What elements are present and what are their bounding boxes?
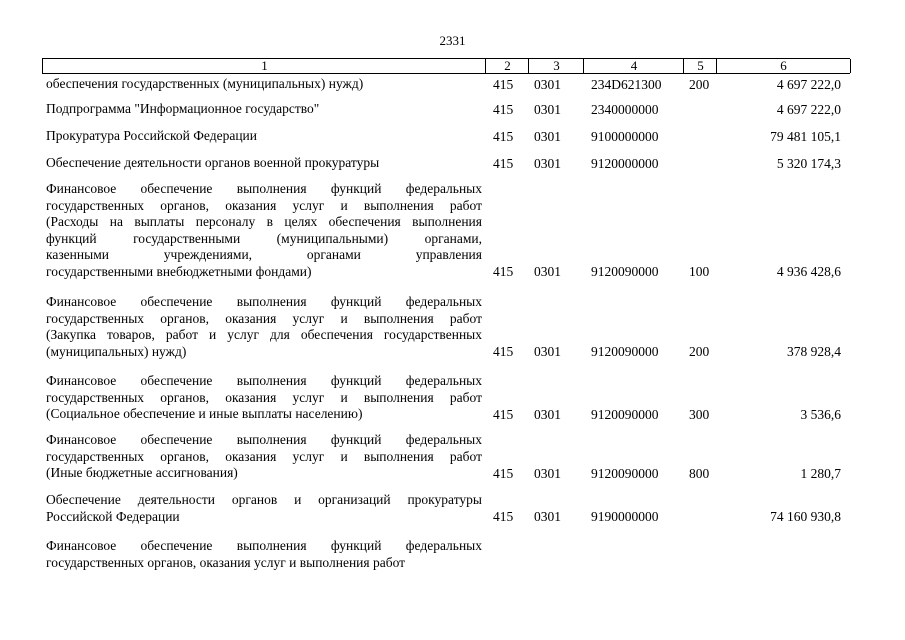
amount: 378 928,4	[787, 344, 841, 359]
section-code: 0301	[534, 344, 561, 359]
target-article-code: 9190000000	[591, 509, 659, 524]
header-col-1: 1	[42, 59, 486, 73]
table-row	[0, 181, 905, 280]
target-article-code: 2340000000	[591, 101, 659, 117]
row-description	[46, 101, 482, 118]
description-line: Подпрограмма "Информационное государство"	[46, 101, 320, 116]
expense-type-code: 100	[689, 264, 710, 279]
row-description	[46, 155, 482, 172]
description-line: Обеспечение деятельности органов военной прокуратуры	[46, 155, 380, 170]
description-line: Финансовое обеспечение выполнения функций федеральных	[46, 373, 482, 388]
row-description	[46, 128, 482, 145]
row-description	[46, 432, 482, 482]
ministry-code: 415	[493, 155, 514, 171]
description-line: государственных органов, оказания услуг и выполнения работ	[46, 554, 406, 570]
target-article-code: 9100000000	[591, 128, 659, 144]
description-line: функций государственными (муниципальными) органами,	[46, 230, 482, 246]
section-code: 0301	[534, 509, 561, 524]
ministry-code: 415	[493, 264, 514, 279]
description-line: Финансовое обеспечение выполнения функций федеральных	[46, 181, 482, 196]
description-line: государственных органов, оказания услуг и выполнения работ	[46, 310, 482, 326]
ministry-code: 415	[493, 128, 514, 144]
ministry-code: 415	[493, 344, 514, 359]
row-description	[46, 76, 482, 93]
ministry-code: 415	[493, 465, 514, 481]
section-code: 0301	[534, 76, 561, 92]
target-article-code: 9120090000	[591, 465, 659, 481]
amount: 4 697 222,0	[776, 101, 841, 117]
expense-type-code: 200	[689, 76, 710, 92]
description-line: государственных органов, оказания услуг и выполнения работ	[46, 448, 482, 464]
table-row	[0, 492, 905, 525]
description-line: (муниципальных) нужд)	[46, 343, 187, 359]
description-line: Финансовое обеспечение выполнения функций федеральных	[46, 432, 482, 447]
section-code: 0301	[534, 128, 561, 144]
description-line: государственных органов, оказания услуг и выполнения работ	[46, 197, 482, 213]
header-col-5: 5	[683, 59, 717, 73]
expense-type-code: 800	[689, 465, 710, 481]
table-row	[0, 155, 905, 172]
amount: 1 280,7	[800, 465, 841, 481]
ministry-code: 415	[493, 406, 514, 422]
section-code: 0301	[534, 101, 561, 117]
table-row	[0, 432, 905, 482]
amount: 5 320 174,3	[776, 155, 841, 171]
description-line: государственными внебюджетными фондами)	[46, 263, 312, 279]
description-line: обеспечения государственных (муниципальных) нужд)	[46, 76, 364, 91]
amount: 79 481 105,1	[770, 128, 841, 144]
target-article-code: 9120090000	[591, 344, 659, 359]
header-col-6: 6	[716, 59, 851, 73]
description-line: Финансовое обеспечение выполнения функций федеральных	[46, 538, 482, 553]
description-line: (Закупка товаров, работ и услуг для обеспечения государственных	[46, 327, 482, 342]
amount: 4 936 428,6	[776, 264, 841, 279]
table-row	[0, 128, 905, 145]
table-header	[42, 58, 850, 74]
table-row	[0, 373, 905, 423]
ministry-code: 415	[493, 509, 514, 524]
header-col-2: 2	[485, 59, 529, 73]
section-code: 0301	[534, 264, 561, 279]
table-row	[0, 101, 905, 118]
amount: 3 536,6	[800, 406, 841, 422]
row-description	[46, 294, 482, 360]
amount: 4 697 222,0	[776, 76, 841, 92]
page-number: 2331	[439, 33, 466, 48]
row-description	[46, 181, 482, 280]
description-line: казенными учреждениями, органами управления	[46, 247, 482, 262]
header-col-3: 3	[528, 59, 584, 73]
target-article-code: 234D621300	[591, 76, 662, 92]
description-line: Финансовое обеспечение выполнения функций федеральных	[46, 294, 482, 309]
target-article-code: 9120090000	[591, 406, 659, 422]
description-line: (Социальное обеспечение и иные выплаты населению)	[46, 406, 363, 421]
expense-type-code: 200	[689, 344, 710, 359]
amount: 74 160 930,8	[770, 509, 841, 524]
section-code: 0301	[534, 155, 561, 171]
description-line: Прокуратура Российской Федерации	[46, 128, 258, 143]
expense-type-code: 300	[689, 406, 710, 422]
description-line: Российской Федерации	[46, 508, 180, 524]
table-row	[0, 294, 905, 360]
row-description	[46, 373, 482, 423]
description-line: государственных органов, оказания услуг и выполнения работ	[46, 389, 482, 405]
target-article-code: 9120000000	[591, 155, 659, 171]
table-row	[0, 76, 905, 93]
description-line: Обеспечение деятельности органов и организаций прокуратуры	[46, 492, 482, 507]
ministry-code: 415	[493, 76, 514, 92]
section-code: 0301	[534, 406, 561, 422]
table-row	[0, 538, 905, 571]
section-code: 0301	[534, 465, 561, 481]
row-description	[46, 538, 482, 571]
header-col-4: 4	[583, 59, 684, 73]
description-line: (Расходы на выплаты персоналу в целях обеспечения выполнения	[46, 214, 482, 229]
target-article-code: 9120090000	[591, 264, 659, 279]
description-line: (Иные бюджетные ассигнования)	[46, 465, 238, 480]
ministry-code: 415	[493, 101, 514, 117]
row-description	[46, 492, 482, 525]
